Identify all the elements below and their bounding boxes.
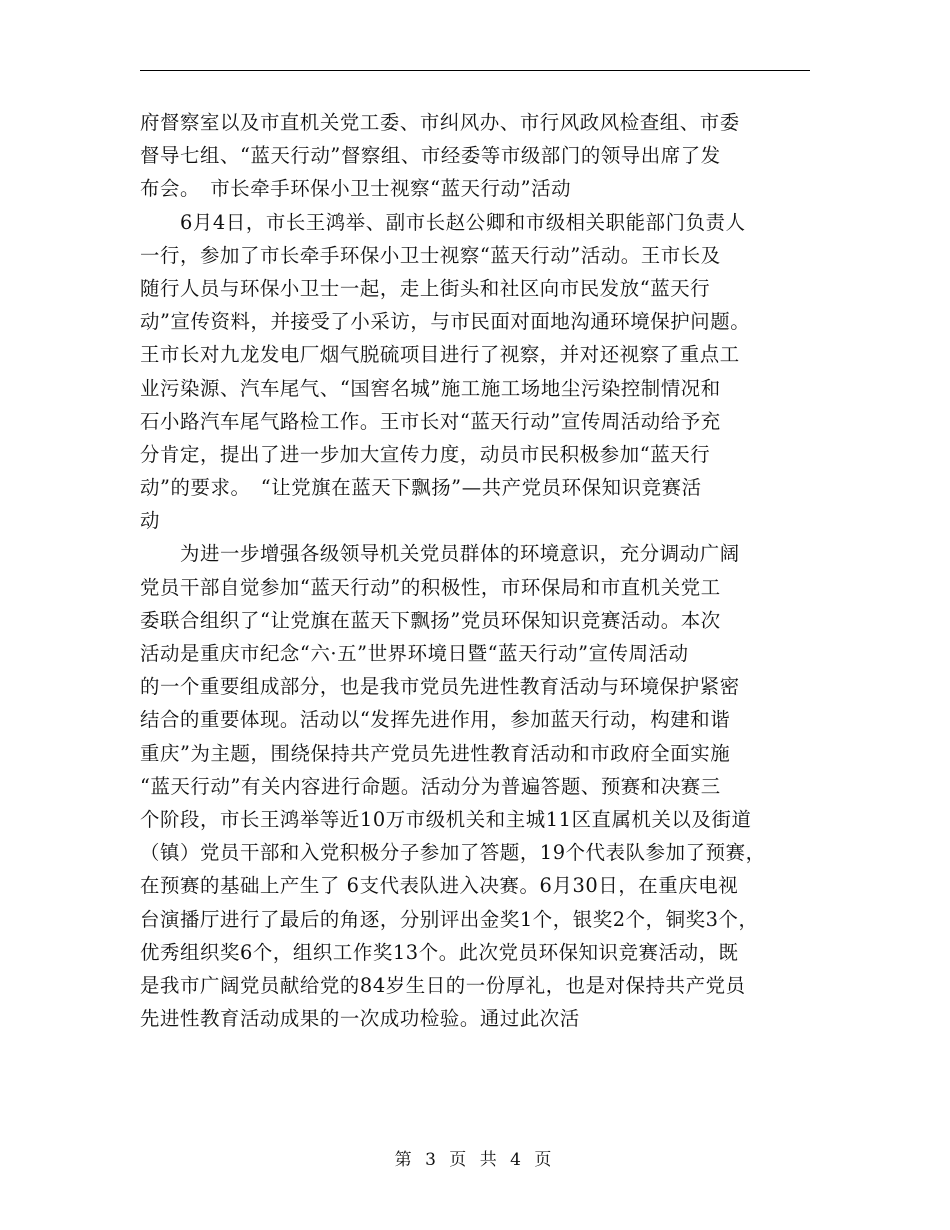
text-line: 活动是重庆市纪念“六·五”世界环境日暨“蓝天行动”宣传周活动 [140, 642, 689, 665]
text-line: 党员干部自觉参加“蓝天行动”的积极性，市环保局和市直机关党工 [140, 575, 721, 599]
text-line: 委联合组织了“让党旗在蓝天下飘扬”党员环保知识竞赛活动。本次 [140, 608, 721, 632]
text-line: 的一个重要组成部分，也是我市党员先进性教育活动与环境保护紧密 [140, 675, 740, 699]
text-line: 台演播厅进行了最后的角逐，分别评出金奖1个，银奖2个，铜奖3个， [140, 907, 759, 931]
text-line: 随行人员与环保小卫士一起，走上街头和社区向市民发放“蓝天行 [140, 276, 711, 300]
document-body [140, 106, 820, 1035]
page-footer: 第 3 页 共 4 页 [394, 1150, 556, 1170]
text-line: 业污染源、汽车尾气、“国窖名城”施工施工场地尘污染控制情况和 [140, 376, 721, 400]
text-line: 优秀组织奖6个，组织工作奖13个。此次党员环保知识竞赛活动，既 [140, 940, 739, 964]
text-line: 是我市广阔党员献给党的84岁生日的一份厚礼，也是对保持共产党员 [140, 973, 746, 997]
header-rule [140, 70, 810, 71]
text-line: “蓝天行动”有关内容进行命题。活动分为普遍答题、预赛和决赛三 [140, 774, 721, 798]
text-line: 布会。 市长牵手环保小卫士视察“蓝天行动”活动 [140, 177, 572, 201]
text-line: 在预赛的基础上产生了 6支代表队进入决赛。6月30日，在重庆电视 [140, 874, 739, 898]
text-line: 结合的重要体现。活动以“发挥先进作用，参加蓝天行动，构建和谐 [140, 708, 731, 732]
text-line: 石小路汽车尾气路检工作。王市长对“蓝天行动”宣传周活动给予充 [140, 409, 721, 433]
text-line: 重庆”为主题，围绕保持共产党员先进性教育活动和市政府全面实施 [140, 741, 731, 765]
text-line: 王市长对九龙发电厂烟气脱硫项目进行了视察，并对还视察了重点工 [140, 343, 740, 367]
text-line: 动”宣传资料，并接受了小采访，与市民面对面地沟通环境保护问题。 [140, 310, 751, 334]
text-line: 督导七组、“蓝天行动”督察组、市经委等市级部门的领导出席了发 [140, 144, 721, 168]
text-line: 6月4日，市长王鸿举、副市长赵公卿和市级相关职能部门负责人 [140, 210, 746, 234]
text-line: 一行，参加了市长牵手环保小卫士视察“蓝天行动”活动。王市长及 [140, 243, 721, 267]
text-line: 动 [140, 509, 160, 533]
text-line: 分肯定，提出了进一步加大宣传力度，动员市民积极参加“蓝天行 [140, 442, 711, 466]
text-line: 个阶段，市长王鸿举等近10万市级机关和主城11区直属机关以及街道 [140, 807, 752, 831]
text-line: 府督察室以及市直机关党工委、市纠风办、市行风政风检查组、市委 [140, 111, 740, 134]
text-line: 先进性教育活动成果的一次成功检验。通过此次活 [140, 1007, 580, 1031]
text-line: （镇）党员干部和入党积极分子参加了答题，19个代表队参加了预赛， [140, 841, 766, 865]
text-line: 动”的要求。 “让党旗在蓝天下飘扬”—共产党员环保知识竞赛活 [140, 476, 702, 500]
text-line: 为进一步增强各级领导机关党员群体的环境意识，充分调动广阔 [140, 542, 740, 566]
